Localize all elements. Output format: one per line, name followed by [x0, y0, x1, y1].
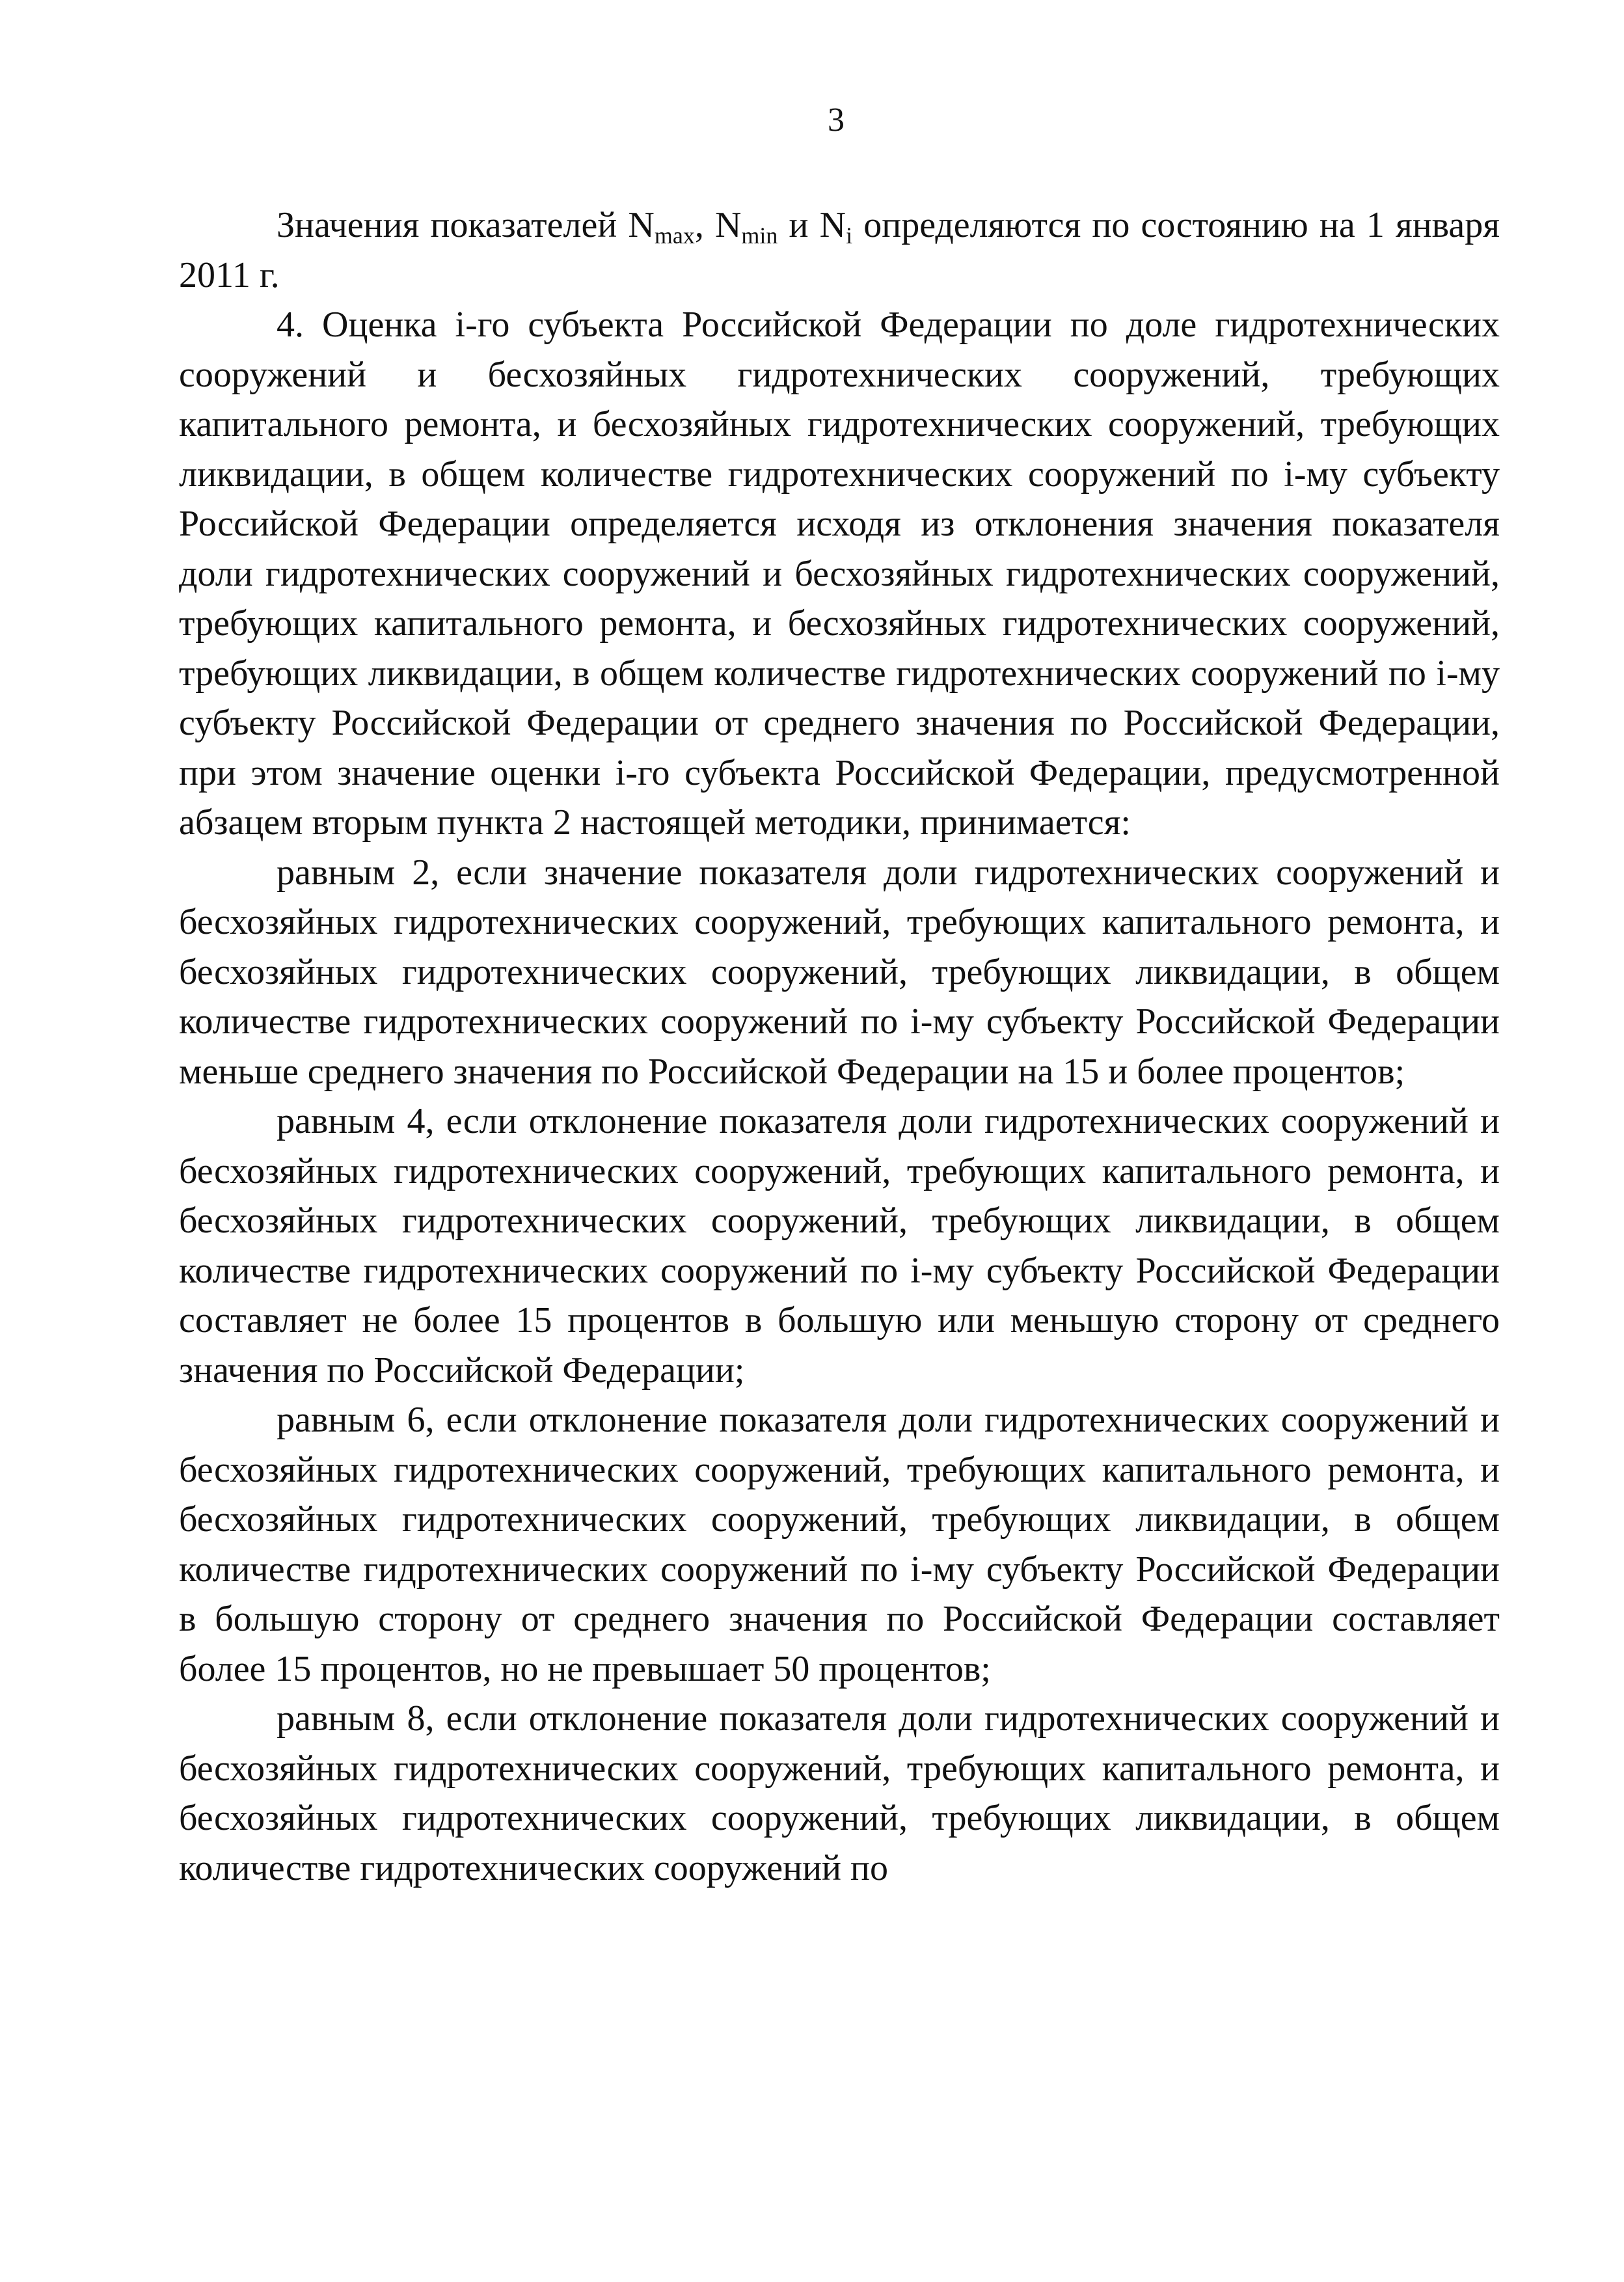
text-fragment: и N	[778, 205, 846, 245]
text-fragment: , N	[694, 205, 742, 245]
paragraph-item-4: 4. Оценка i-го субъекта Российской Федерации по доле гидротехнических сооружений и бесхозяйных гидротехнических сооружений, требующих капитального ремонта, и бесхозяйных гидротехнических сооружений, требующих ликвидации, в общем количестве гидротехнических сооружений по i-му субъекту Российской Федерации определяется исходя из отклонения значения показателя доли гидротехнических сооружений и бесхозяйных гидротехнических сооружений, требующих капитального ремонта, и бесхозяйных гидротехнических сооружений, требующих ликвидации, в общем количестве гидротехнических сооружений по i-му субъекту Российской Федерации от среднего значения по Российской Федерации, при этом значение оценки i-го субъекта Российской Федерации, предусмотренной абзацем вторым пункта 2 настоящей методики, принимается:	[179, 305, 1500, 843]
paragraph-equal-8: равным 8, если отклонение показателя доли гидротехнических сооружений и бесхозяйных гидротехнических сооружений, требующих капитального ремонта, и бесхозяйных гидротехнических сооружений, требующих ликвидации, в общем количестве гидротехнических сооружений по	[179, 1698, 1500, 1888]
subscript-i: i	[846, 223, 853, 249]
text-fragment: Значения показателей N	[277, 205, 655, 245]
subscript-min: min	[741, 223, 778, 249]
document-body	[179, 200, 1500, 1893]
paragraph-values-date	[179, 200, 1500, 300]
paragraph-equal-2: равным 2, если значение показателя доли гидротехнических сооружений и бесхозяйных гидротехнических сооружений, требующих капитального ремонта, и бесхозяйных гидротехнических сооружений, требующих ликвидации, в общем количестве гидротехнических сооружений по i-му субъекту Российской Федерации меньше среднего значения по Российской Федерации на 15 и более процентов;	[179, 852, 1500, 1092]
page-number: 3	[828, 102, 845, 139]
subscript-max: max	[654, 223, 695, 249]
paragraph-equal-6: равным 6, если отклонение показателя доли гидротехнических сооружений и бесхозяйных гидротехнических сооружений, требующих капитального ремонта, и бесхозяйных гидротехнических сооружений, требующих ликвидации, в общем количестве гидротехнических сооружений по i-му субъекту Российской Федерации в большую сторону от среднего значения по Российской Федерации составляет более 15 процентов, но не превышает 50 процентов;	[179, 1400, 1500, 1689]
paragraph-equal-4: равным 4, если отклонение показателя доли гидротехнических сооружений и бесхозяйных гидротехнических сооружений, требующих капитального ремонта, и бесхозяйных гидротехнических сооружений, требующих ликвидации, в общем количестве гидротехнических сооружений по i-му субъекту Российской Федерации составляет не более 15 процентов в большую или меньшую сторону от среднего значения по Российской Федерации;	[179, 1101, 1500, 1391]
text-fragment: определяются по состоянию на 1 января 2011 г.	[179, 205, 1500, 295]
